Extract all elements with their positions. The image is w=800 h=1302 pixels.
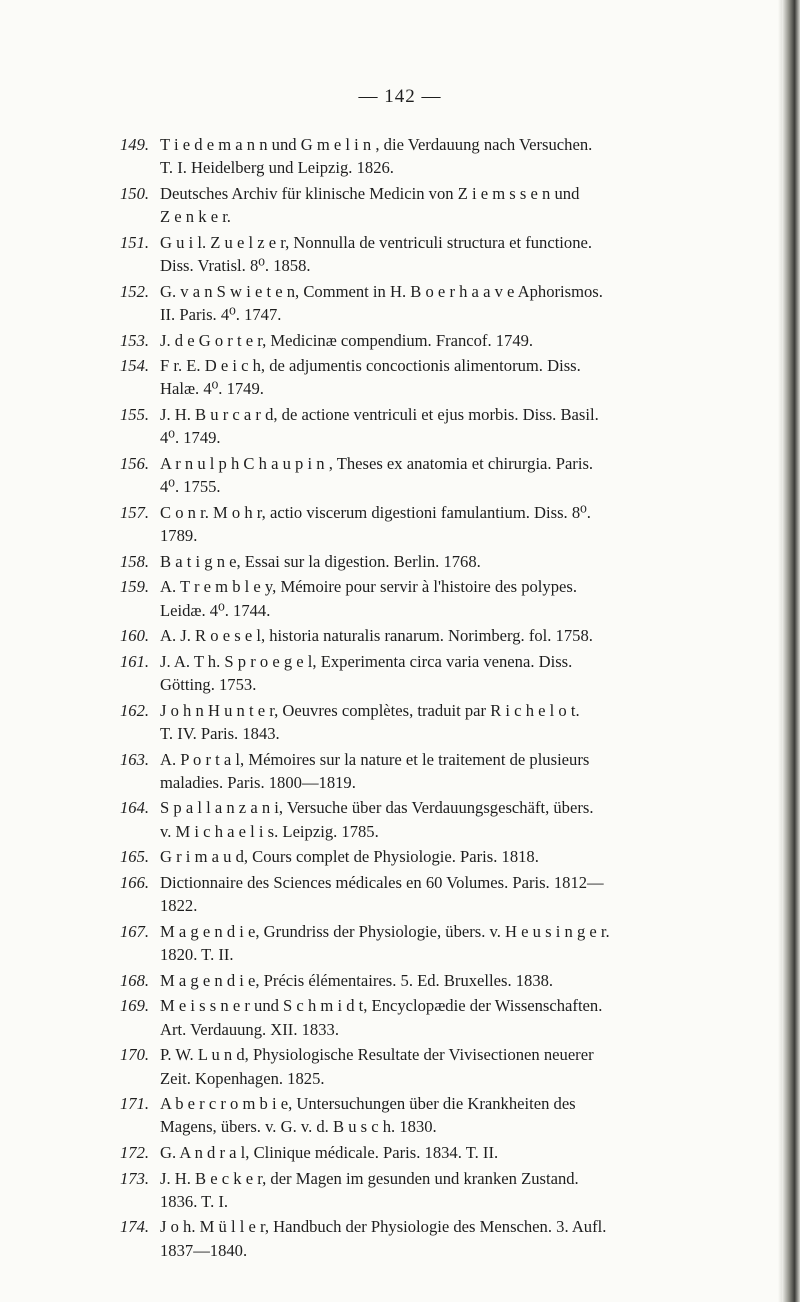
bibliography-list	[120, 133, 768, 1264]
entry-number: 168.	[120, 970, 150, 990]
entry-text-line: S p a l l a n z a n i, Versuche über das Verdauungsgeschäft, übers.	[160, 798, 594, 818]
entry-number: 160.	[120, 626, 150, 646]
entry-number: 155.	[120, 405, 150, 425]
entry-text-line: maladies. Paris. 1800—1819.	[160, 772, 356, 792]
entry-text-line: B a t i g n e, Essai sur la digestion. Berlin. 1768.	[160, 551, 481, 571]
entry-number: 154.	[120, 356, 150, 376]
entry-text-line: 1837—1840.	[160, 1240, 248, 1260]
bibliography-entry	[120, 1167, 768, 1214]
bibliography-entry	[120, 1141, 768, 1164]
entry-number: 161.	[120, 651, 150, 671]
bibliography-entry	[120, 871, 768, 918]
entry-text-line: J. A. T h. S p r o e g e l, Experimenta circa varia venena. Diss.	[160, 651, 573, 671]
entry-number: 151.	[120, 232, 150, 252]
entry-number: 152.	[120, 281, 150, 301]
entry-text-line: A. T r e m b l e y, Mémoire pour servir à l'histoire des polypes.	[160, 577, 577, 597]
entry-number: 164.	[120, 798, 150, 818]
entry-number: 173.	[120, 1168, 150, 1188]
entry-text-line: 1820. T. II.	[160, 945, 234, 965]
bibliography-entry	[120, 354, 768, 401]
entry-text-line: II. Paris. 4⁰. 1747.	[160, 304, 282, 324]
entry-text-line: M a g e n d i e, Grundriss der Physiologie, übers. v. H e u s i n g e r.	[160, 921, 610, 941]
entry-text-line: T i e d e m a n n und G m e l i n , die Verdauung nach Versuchen.	[160, 135, 593, 154]
entry-text-line: J o h. M ü l l e r, Handbuch der Physiologie des Menschen. 3. Aufl.	[160, 1217, 607, 1237]
entry-text-line: T. IV. Paris. 1843.	[160, 723, 280, 743]
bibliography-entry	[120, 650, 768, 697]
bibliography-entry	[120, 699, 768, 746]
bibliography-entry	[120, 329, 768, 352]
bibliography-entry	[120, 994, 768, 1041]
entry-number: 166.	[120, 872, 150, 892]
bibliography-entry	[120, 920, 768, 967]
bibliography-entry	[120, 182, 768, 229]
bibliography-entry	[120, 575, 768, 622]
entry-number: 170.	[120, 1045, 150, 1065]
entry-number: 172.	[120, 1143, 150, 1162]
entry-text-line: 4⁰. 1755.	[160, 477, 221, 497]
entry-text-line: F r. E. D e i c h, de adjumentis concoctionis alimentorum. Diss.	[160, 356, 581, 376]
entry-number: 169.	[120, 996, 150, 1016]
entry-text-line: Leidæ. 4⁰. 1744.	[160, 600, 271, 620]
bibliography-entry	[120, 748, 768, 795]
entry-number: 156.	[120, 453, 150, 473]
bibliography-entry	[120, 1043, 768, 1090]
bibliography-entry	[120, 845, 768, 868]
bibliography-entry	[120, 1215, 768, 1262]
bibliography-entry	[120, 1092, 768, 1139]
entry-text-line: Diss. Vratisl. 8⁰. 1858.	[160, 256, 311, 276]
bibliography-entry	[120, 231, 768, 278]
entry-number: 157.	[120, 502, 150, 522]
entry-text-line: A. P o r t a l, Mémoires sur la nature et le traitement de plusieurs	[160, 749, 590, 769]
entry-text-line: v. M i c h a e l i s. Leipzig. 1785.	[160, 821, 379, 841]
entry-number: 174.	[120, 1217, 150, 1237]
entry-text-line: Magens, übers. v. G. v. d. B u s c h. 1830.	[160, 1117, 437, 1137]
entry-text-line: M e i s s n e r und S c h m i d t, Encyclopædie der Wissenschaften.	[160, 996, 603, 1016]
entry-text-line: G r i m a u d, Cours complet de Physiologie. Paris. 1818.	[160, 847, 539, 867]
bibliography-entry	[120, 550, 768, 573]
entry-text-line: P. W. L u n d, Physiologische Resultate der Vivisectionen neuerer	[160, 1045, 594, 1065]
entry-text-line: J. H. B e c k e r, der Magen im gesunden und kranken Zustand.	[160, 1168, 579, 1188]
entry-number: 158.	[120, 551, 150, 571]
entry-text-line: 1822.	[160, 896, 198, 916]
entry-number: 167.	[120, 921, 150, 941]
entry-text-line: Götting. 1753.	[160, 675, 257, 695]
bibliography-entry	[120, 133, 768, 180]
entry-text-line: Deutsches Archiv für klinische Medicin von Z i e m s s e n und	[160, 183, 580, 203]
page-number: — 142 —	[358, 86, 442, 107]
bibliography-entry	[120, 969, 768, 992]
entry-text-line: T. I. Heidelberg und Leipzig. 1826.	[160, 158, 394, 178]
entry-text-line: C o n r. M o h r, actio viscerum digestioni famulantium. Diss. 8⁰.	[160, 502, 591, 522]
entry-text-line: G. v a n S w i e t e n, Comment in H. B o e r h a a v e Aphorismos.	[160, 281, 603, 301]
bibliography-entry	[120, 624, 768, 647]
bibliography-entry	[120, 796, 768, 843]
entry-number: 165.	[120, 847, 150, 867]
entry-text-line: Zeit. Kopenhagen. 1825.	[160, 1068, 325, 1088]
scan-edge	[782, 0, 800, 1302]
entry-text-line: A r n u l p h C h a u p i n , Theses ex anatomia et chirurgia. Paris.	[160, 453, 594, 473]
entry-text-line: Dictionnaire des Sciences médicales en 60 Volumes. Paris. 1812—	[160, 872, 604, 892]
bibliography-entry	[120, 452, 768, 499]
entry-text-line: Art. Verdauung. XII. 1833.	[160, 1019, 339, 1039]
entry-number: 149.	[120, 135, 150, 154]
entry-text-line: G. A n d r a l, Clinique médicale. Paris. 1834. T. II.	[160, 1143, 499, 1162]
entry-text-line: G u i l. Z u e l z e r, Nonnulla de ventriculi structura et functione.	[160, 232, 593, 252]
entry-text-line: 4⁰. 1749.	[160, 428, 221, 448]
entry-number: 163.	[120, 749, 150, 769]
entry-number: 171.	[120, 1094, 150, 1114]
entry-text-line: Z e n k e r.	[160, 207, 231, 227]
entry-number: 162.	[120, 700, 150, 720]
entry-text-line: 1789.	[160, 526, 198, 546]
entry-text-line: Halæ. 4⁰. 1749.	[160, 379, 264, 399]
entry-text-line: J. H. B u r c a r d, de actione ventriculi et ejus morbis. Diss. Basil.	[160, 405, 599, 425]
entry-number: 159.	[120, 577, 150, 597]
entry-text-line: J o h n H u n t e r, Oeuvres complètes, traduit par R i c h e l o t.	[160, 700, 580, 720]
entry-text-line: M a g e n d i e, Précis élémentaires. 5. Ed. Bruxelles. 1838.	[160, 970, 554, 990]
entry-text-line: A. J. R o e s e l, historia naturalis ranarum. Norimberg. fol. 1758.	[160, 626, 593, 646]
entry-number: 150.	[120, 183, 150, 203]
bibliography-entry	[120, 280, 768, 327]
bibliography-entry	[120, 501, 768, 548]
bibliography-entry	[120, 403, 768, 450]
entry-text-line: J. d e G o r t e r, Medicinæ compendium. Francof. 1749.	[160, 330, 534, 350]
entry-text-line: 1836. T. I.	[160, 1191, 229, 1211]
entry-text-line: A b e r c r o m b i e, Untersuchungen über die Krankheiten des	[160, 1094, 576, 1114]
entry-number: 153.	[120, 330, 150, 350]
